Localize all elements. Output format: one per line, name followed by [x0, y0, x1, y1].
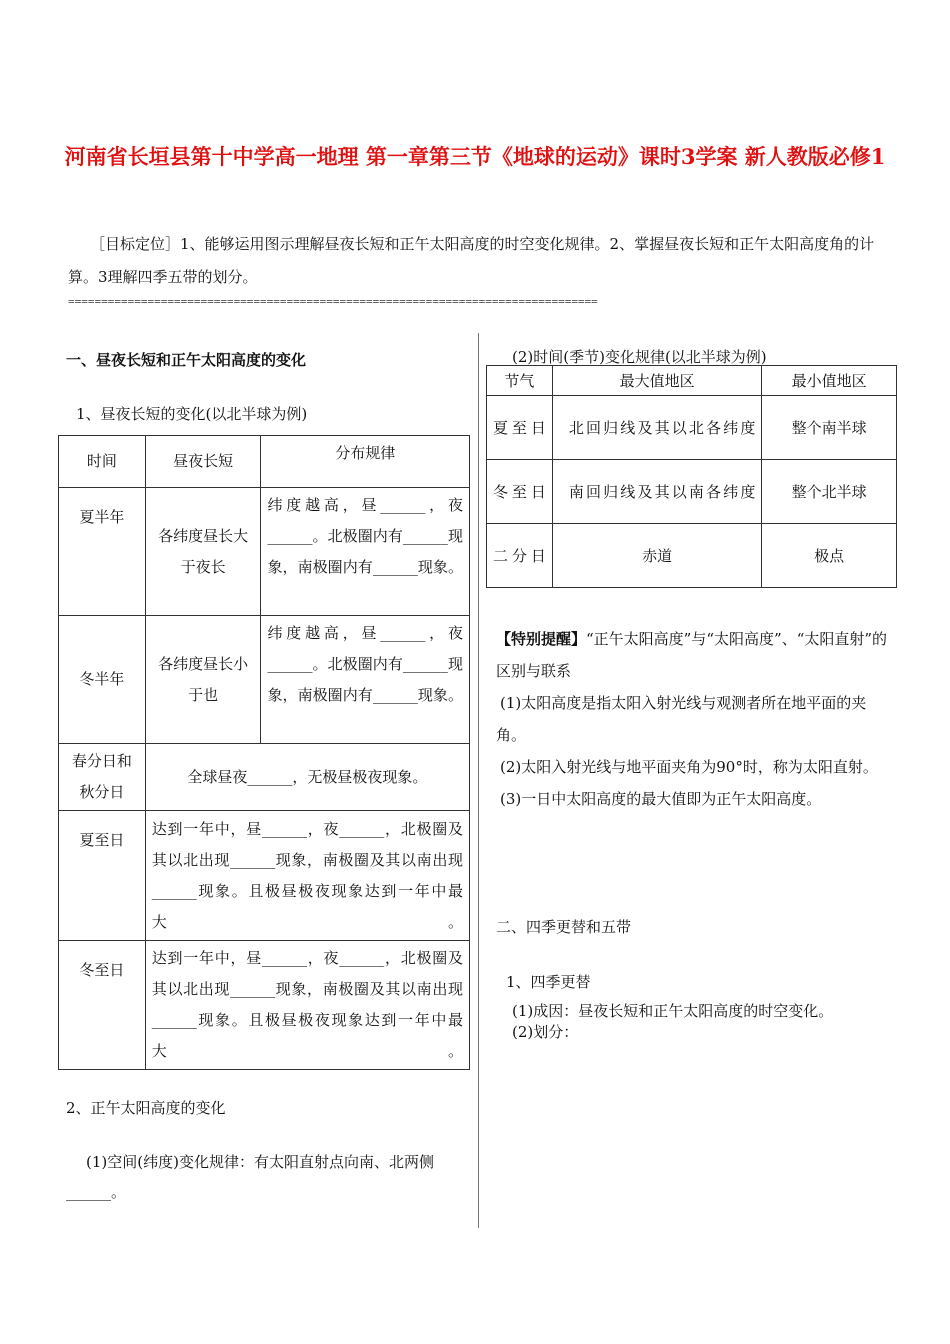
table-row [487, 396, 897, 460]
cell-min: 整个南半球 [762, 396, 897, 460]
reminder-intro [496, 623, 892, 687]
reminder-text: “正午太阳高度”与“太阳高度”、“太阳直射”的区别与联系 [496, 630, 888, 680]
reminder-label: 【特别提醒】 [496, 630, 587, 648]
table-row [59, 616, 470, 744]
cell-max: 北回归线及其以北各纬度 [552, 396, 761, 460]
cell-term: 二分日 [487, 524, 553, 588]
table-header-row [59, 436, 470, 488]
cell-length: 各纬度昼长大于夜长 [145, 488, 261, 616]
cell-max: 南回归线及其以南各纬度 [552, 460, 761, 524]
space-rule-text: (1)空间(纬度)变化规律：有太阳直射点向南、北两侧______。 [66, 1153, 434, 1201]
seasons-division: (2)划分： [512, 1023, 579, 1041]
header-min: 最小值地区 [762, 366, 897, 396]
column-divider [478, 333, 479, 1228]
cell-term: 冬至日 [487, 460, 553, 524]
reminder-item-3: (3)一日中太阳高度的最大值即为正午太阳高度。 [500, 790, 822, 808]
cell-rule: 全球昼夜______，无极昼极夜现象。 [145, 744, 469, 811]
table-row [59, 941, 470, 1070]
learning-goals: ［目标定位］1、能够运用图示理解昼夜长短和正午太阳高度的时空变化规律。2、掌握昼夜长短和正午太阳高度角的计算。3理解四季五带的划分。 [68, 235, 875, 286]
section-heading-2: 二、四季更替和五带 [496, 918, 632, 936]
header-max: 最大值地区 [552, 366, 761, 396]
cell-time: 夏半年 [59, 488, 146, 616]
cell-rule: 纬度越高，昼______，夜______。北极圈内有______现象，南极圈内有______现象。 [261, 616, 470, 744]
cell-term: 夏至日 [487, 396, 553, 460]
table-header-row [487, 366, 897, 396]
subheading-noon-altitude: 2、正午太阳高度的变化 [66, 1099, 226, 1117]
subheading-day-length: 1、昼夜长短的变化(以北半球为例) [76, 405, 308, 423]
header-term: 节气 [487, 366, 553, 396]
cell-time: 春分日和秋分日 [59, 744, 146, 811]
special-reminder [496, 623, 892, 815]
header-length: 昼夜长短 [145, 436, 261, 488]
noon-altitude-table [486, 365, 897, 588]
table-row [487, 524, 897, 588]
cell-time: 冬半年 [59, 616, 146, 744]
reminder-item-2: (2)太阳入射光线与地平面夹角为90°时，称为太阳直射。 [500, 758, 878, 776]
cell-min: 极点 [762, 524, 897, 588]
header-rule: 分布规律 [261, 436, 470, 488]
cell-time: 夏至日 [59, 811, 146, 941]
subheading-seasons: 1、四季更替 [506, 973, 591, 991]
cell-time: 冬至日 [59, 941, 146, 1070]
cell-rule: 达到一年中，昼______，夜______，北极圈及其以北出现______现象，南极圈及其以南出现______现象。且极昼极夜现象达到一年中最大。 [145, 941, 469, 1070]
table-row [59, 811, 470, 941]
cell-rule: 纬度越高，昼______，夜______。北极圈内有______现象，南极圈内有______现象。 [261, 488, 470, 616]
document-title: 河南省长垣县第十中学高一地理 第一章第三节《地球的运动》课时3学案 新人教版必修1 [64, 144, 886, 169]
reminder-item-1: (1)太阳高度是指太阳入射光线与观测者所在地平面的夹角。 [496, 694, 867, 744]
table-row [59, 744, 470, 811]
table-row [487, 460, 897, 524]
section-heading-1: 一、昼夜长短和正午太阳高度的变化 [66, 351, 307, 369]
table-row [59, 488, 470, 616]
separator-line: ================================================================================ [68, 295, 598, 308]
cell-length: 各纬度昼长小于也 [145, 616, 261, 744]
cell-max: 赤道 [552, 524, 761, 588]
header-time: 时间 [59, 436, 146, 488]
cell-min: 整个北半球 [762, 460, 897, 524]
cell-rule: 达到一年中，昼______，夜______，北极圈及其以北出现______现象，南极圈及其以南出现______现象。且极昼极夜现象达到一年中最大。 [145, 811, 469, 941]
seasons-cause: (1)成因：昼夜长短和正午太阳高度的时空变化。 [512, 1002, 834, 1020]
time-rule-heading: (2)时间(季节)变化规律(以北半球为例) [512, 348, 767, 366]
day-length-table [58, 435, 470, 1070]
